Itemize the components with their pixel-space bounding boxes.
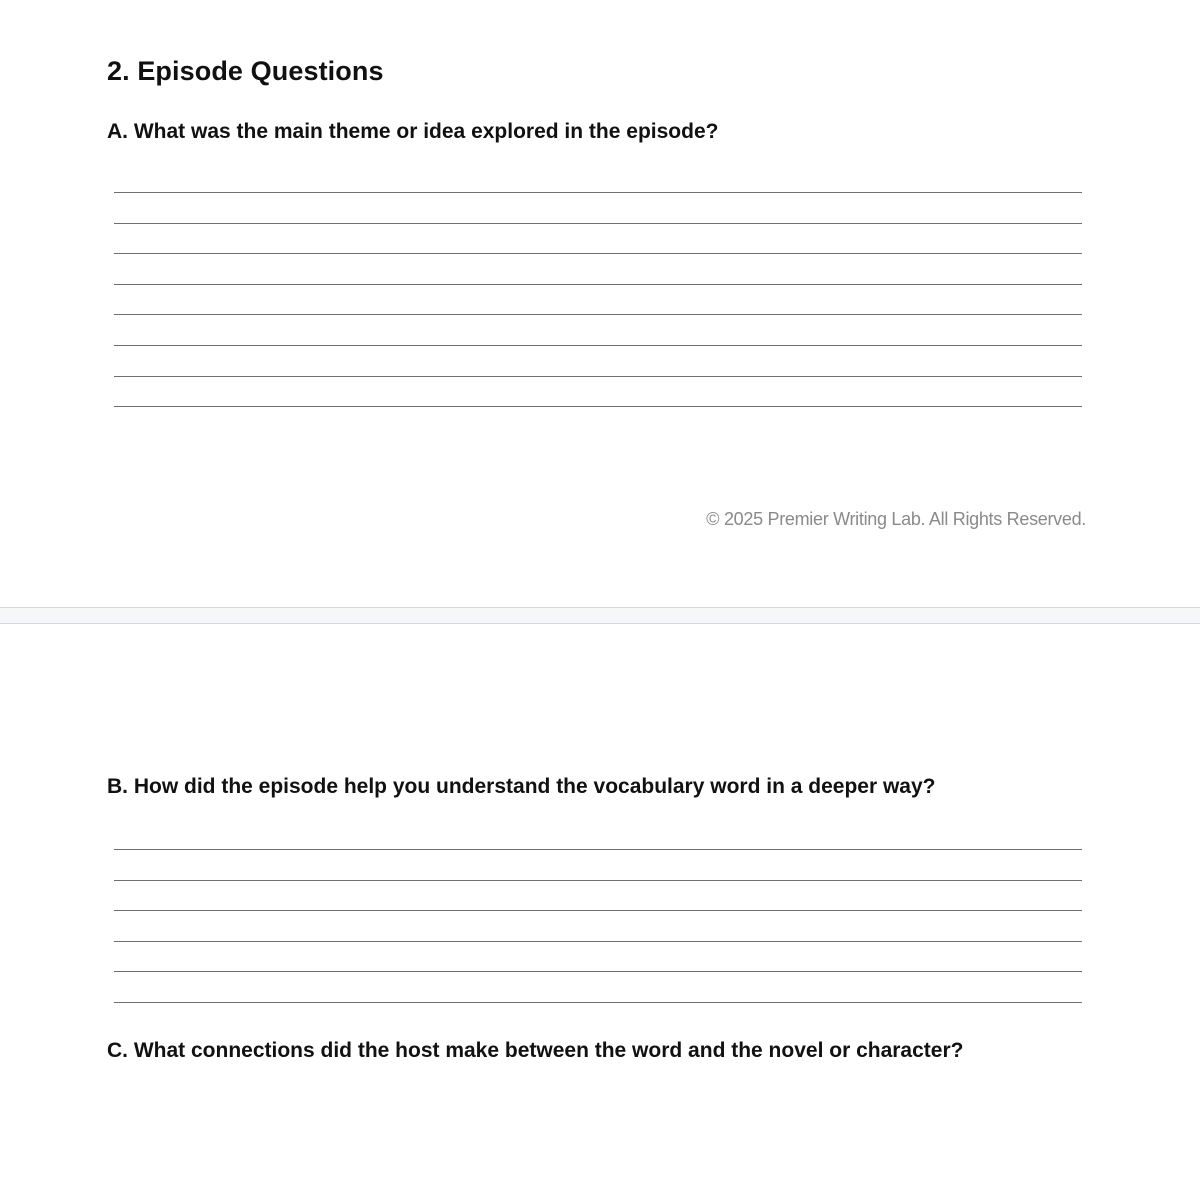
- question-a: A. What was the main theme or idea explored in the episode?: [107, 120, 719, 143]
- answer-line[interactable]: [114, 849, 1082, 850]
- answer-line[interactable]: [114, 284, 1082, 285]
- question-c: C. What connections did the host make between the word and the novel or character?: [107, 1039, 964, 1062]
- page-2: [0, 624, 1200, 1200]
- answer-line[interactable]: [114, 971, 1082, 972]
- page-break: [0, 607, 1200, 624]
- answer-line[interactable]: [114, 314, 1082, 315]
- answer-line[interactable]: [114, 345, 1082, 346]
- answer-lines-b: [114, 849, 1082, 1033]
- answer-line[interactable]: [114, 253, 1082, 254]
- answer-line[interactable]: [114, 910, 1082, 911]
- answer-line[interactable]: [114, 406, 1082, 407]
- answer-line[interactable]: [114, 941, 1082, 942]
- section-heading: 2. Episode Questions: [107, 56, 384, 86]
- answer-line[interactable]: [114, 376, 1082, 377]
- answer-line[interactable]: [114, 192, 1082, 193]
- question-b: B. How did the episode help you understand the vocabulary word in a deeper way?: [107, 775, 936, 798]
- answer-line[interactable]: [114, 880, 1082, 881]
- answer-lines-a: [114, 192, 1082, 437]
- answer-line[interactable]: [114, 223, 1082, 224]
- copyright-footer: © 2025 Premier Writing Lab. All Rights Reserved.: [706, 509, 1086, 529]
- answer-line[interactable]: [114, 1002, 1082, 1003]
